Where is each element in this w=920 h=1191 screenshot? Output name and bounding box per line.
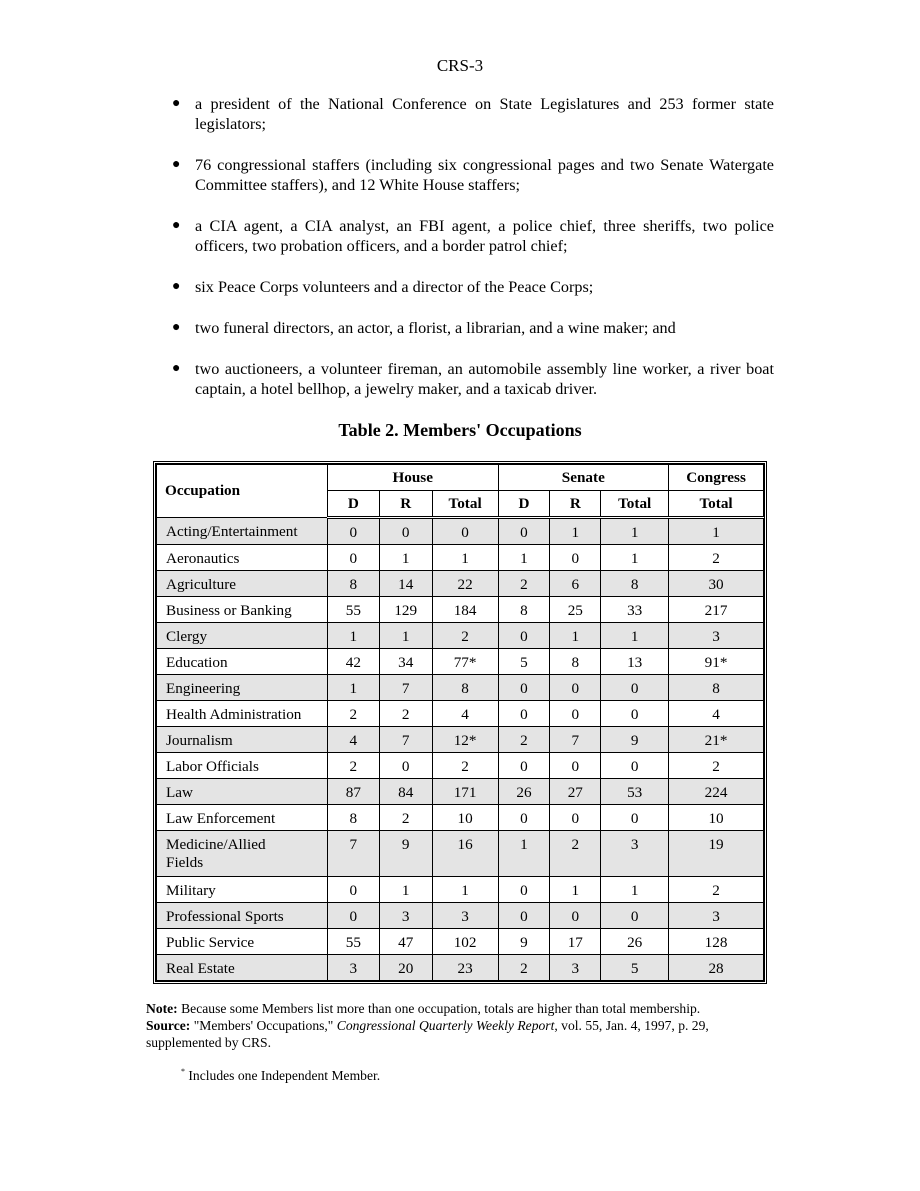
occupation-cell: Acting/Entertainment bbox=[157, 518, 328, 545]
source-text: "Members' Occupations," bbox=[193, 1018, 334, 1033]
value-cell: 2 bbox=[498, 955, 550, 981]
sub-header-house-d: D bbox=[327, 491, 379, 518]
value-cell: 1 bbox=[550, 518, 601, 545]
occupation-cell: Professional Sports bbox=[157, 903, 328, 929]
table-row bbox=[157, 831, 764, 877]
value-cell: 0 bbox=[498, 877, 550, 903]
table-row bbox=[157, 623, 764, 649]
occupation-cell: Engineering bbox=[157, 675, 328, 701]
bullet-icon: ● bbox=[172, 157, 181, 172]
value-cell: 0 bbox=[327, 518, 379, 545]
value-cell: 0 bbox=[498, 753, 550, 779]
value-cell: 1 bbox=[432, 545, 498, 571]
value-cell: 30 bbox=[669, 571, 764, 597]
table-body bbox=[157, 518, 764, 981]
value-cell: 1 bbox=[669, 518, 764, 545]
value-cell: 0 bbox=[550, 903, 601, 929]
group-header-senate: Senate bbox=[498, 465, 669, 491]
value-cell: 171 bbox=[432, 779, 498, 805]
occupation-cell: Aeronautics bbox=[157, 545, 328, 571]
value-cell: 0 bbox=[327, 877, 379, 903]
value-cell: 128 bbox=[669, 929, 764, 955]
value-cell: 1 bbox=[601, 877, 669, 903]
bullet-text: 76 congressional staffers (including six congressional pages and two Senate Watergate Committee staffers), and 12 White House staffers; bbox=[195, 156, 774, 194]
table-row bbox=[157, 779, 764, 805]
value-cell: 129 bbox=[379, 597, 432, 623]
bullet-text: six Peace Corps volunteers and a director of the Peace Corps; bbox=[195, 278, 594, 296]
value-cell: 2 bbox=[327, 701, 379, 727]
value-cell: 23 bbox=[432, 955, 498, 981]
value-cell: 26 bbox=[498, 779, 550, 805]
value-cell: 224 bbox=[669, 779, 764, 805]
occupation-cell: Real Estate bbox=[157, 955, 328, 981]
value-cell: 9 bbox=[379, 831, 432, 877]
value-cell: 55 bbox=[327, 929, 379, 955]
value-cell: 2 bbox=[669, 877, 764, 903]
value-cell: 0 bbox=[601, 805, 669, 831]
table-row bbox=[157, 753, 764, 779]
value-cell: 1 bbox=[379, 623, 432, 649]
note-line bbox=[146, 1000, 786, 1017]
value-cell: 2 bbox=[379, 805, 432, 831]
value-cell: 12* bbox=[432, 727, 498, 753]
value-cell: 2 bbox=[669, 753, 764, 779]
value-cell: 8 bbox=[327, 571, 379, 597]
value-cell: 19 bbox=[669, 831, 764, 877]
bullet-icon: ● bbox=[172, 218, 181, 233]
value-cell: 47 bbox=[379, 929, 432, 955]
value-cell: 0 bbox=[550, 753, 601, 779]
value-cell: 1 bbox=[550, 877, 601, 903]
value-cell: 55 bbox=[327, 597, 379, 623]
value-cell: 1 bbox=[601, 623, 669, 649]
value-cell: 0 bbox=[550, 545, 601, 571]
occupation-cell: Labor Officials bbox=[157, 753, 328, 779]
value-cell: 184 bbox=[432, 597, 498, 623]
bullet-item bbox=[168, 359, 774, 399]
table-row bbox=[157, 545, 764, 571]
value-cell: 7 bbox=[379, 727, 432, 753]
table-row bbox=[157, 649, 764, 675]
value-cell: 0 bbox=[498, 623, 550, 649]
value-cell: 1 bbox=[379, 877, 432, 903]
bullet-text: two auctioneers, a volunteer fireman, an automobile assembly line worker, a river boat captain, a hotel bellhop, a jewelry maker, and a taxicab driver. bbox=[195, 360, 774, 398]
occupation-cell: Public Service bbox=[157, 929, 328, 955]
value-cell: 0 bbox=[601, 675, 669, 701]
occupation-cell: Law bbox=[157, 779, 328, 805]
table-row bbox=[157, 727, 764, 753]
value-cell: 20 bbox=[379, 955, 432, 981]
source-text-end: , vol. 55, Jan. 4, 1997, p. 29, supplemented by CRS. bbox=[146, 1018, 709, 1050]
table-row bbox=[157, 701, 764, 727]
bullet-icon: ● bbox=[172, 279, 181, 294]
footnote bbox=[181, 1067, 380, 1084]
value-cell: 0 bbox=[550, 675, 601, 701]
value-cell: 0 bbox=[498, 805, 550, 831]
value-cell: 2 bbox=[327, 753, 379, 779]
value-cell: 14 bbox=[379, 571, 432, 597]
value-cell: 22 bbox=[432, 571, 498, 597]
value-cell: 0 bbox=[601, 903, 669, 929]
bullet-item bbox=[168, 155, 774, 195]
value-cell: 84 bbox=[379, 779, 432, 805]
footnote-marker: * bbox=[181, 1067, 185, 1076]
value-cell: 77* bbox=[432, 649, 498, 675]
value-cell: 0 bbox=[327, 903, 379, 929]
value-cell: 25 bbox=[550, 597, 601, 623]
value-cell: 1 bbox=[327, 675, 379, 701]
value-cell: 33 bbox=[601, 597, 669, 623]
occupation-cell: Education bbox=[157, 649, 328, 675]
value-cell: 3 bbox=[550, 955, 601, 981]
page-header: CRS-3 bbox=[436, 56, 484, 75]
value-cell: 8 bbox=[432, 675, 498, 701]
table-row bbox=[157, 929, 764, 955]
note-label: Note: bbox=[146, 1001, 178, 1016]
bullet-item bbox=[168, 318, 774, 338]
table-row bbox=[157, 518, 764, 545]
value-cell: 34 bbox=[379, 649, 432, 675]
value-cell: 1 bbox=[601, 545, 669, 571]
value-cell: 53 bbox=[601, 779, 669, 805]
occupation-cell: Agriculture bbox=[157, 571, 328, 597]
value-cell: 0 bbox=[498, 701, 550, 727]
value-cell: 0 bbox=[379, 753, 432, 779]
occupation-cell: Military bbox=[157, 877, 328, 903]
value-cell: 2 bbox=[432, 753, 498, 779]
value-cell: 2 bbox=[498, 571, 550, 597]
bullet-item bbox=[168, 94, 774, 134]
value-cell: 17 bbox=[550, 929, 601, 955]
table-notes bbox=[146, 1000, 786, 1051]
value-cell: 3 bbox=[669, 623, 764, 649]
value-cell: 5 bbox=[498, 649, 550, 675]
value-cell: 0 bbox=[498, 518, 550, 545]
bullet-icon: ● bbox=[172, 320, 181, 335]
bullet-text: two funeral directors, an actor, a florist, a librarian, and a wine maker; and bbox=[195, 319, 676, 337]
value-cell: 4 bbox=[327, 727, 379, 753]
bullet-item bbox=[168, 216, 774, 256]
value-cell: 0 bbox=[327, 545, 379, 571]
value-cell: 3 bbox=[432, 903, 498, 929]
sub-header-house-total: Total bbox=[432, 491, 498, 518]
value-cell: 21* bbox=[669, 727, 764, 753]
value-cell: 0 bbox=[601, 701, 669, 727]
value-cell: 102 bbox=[432, 929, 498, 955]
value-cell: 0 bbox=[601, 753, 669, 779]
value-cell: 28 bbox=[669, 955, 764, 981]
value-cell: 16 bbox=[432, 831, 498, 877]
value-cell: 1 bbox=[432, 877, 498, 903]
occupations-table-frame bbox=[153, 461, 767, 984]
source-label: Source: bbox=[146, 1018, 191, 1033]
table-row bbox=[157, 571, 764, 597]
source-publication: Congressional Quarterly Weekly Report bbox=[336, 1018, 555, 1033]
value-cell: 8 bbox=[669, 675, 764, 701]
sub-header-house-r: R bbox=[379, 491, 432, 518]
occupation-cell: Business or Banking bbox=[157, 597, 328, 623]
sub-header-senate-r: R bbox=[550, 491, 601, 518]
value-cell: 2 bbox=[669, 545, 764, 571]
bullet-icon: ● bbox=[172, 361, 181, 376]
value-cell: 1 bbox=[550, 623, 601, 649]
value-cell: 42 bbox=[327, 649, 379, 675]
value-cell: 7 bbox=[327, 831, 379, 877]
group-header-congress: Congress bbox=[669, 465, 764, 491]
value-cell: 8 bbox=[498, 597, 550, 623]
value-cell: 0 bbox=[498, 675, 550, 701]
occupation-cell: Clergy bbox=[157, 623, 328, 649]
value-cell: 91* bbox=[669, 649, 764, 675]
occupation-cell: Health Administration bbox=[157, 701, 328, 727]
table-row bbox=[157, 675, 764, 701]
occupation-cell: Law Enforcement bbox=[157, 805, 328, 831]
value-cell: 1 bbox=[327, 623, 379, 649]
value-cell: 217 bbox=[669, 597, 764, 623]
bullet-list bbox=[168, 94, 774, 420]
value-cell: 4 bbox=[669, 701, 764, 727]
value-cell: 0 bbox=[498, 903, 550, 929]
value-cell: 2 bbox=[550, 831, 601, 877]
value-cell: 10 bbox=[669, 805, 764, 831]
value-cell: 7 bbox=[550, 727, 601, 753]
value-cell: 2 bbox=[432, 623, 498, 649]
bullet-text: a CIA agent, a CIA analyst, an FBI agent, a police chief, three sheriffs, two police officers, two probation officers, and a border patrol chief; bbox=[195, 217, 774, 255]
value-cell: 10 bbox=[432, 805, 498, 831]
value-cell: 8 bbox=[550, 649, 601, 675]
occupations-table bbox=[156, 464, 764, 981]
note-text: Because some Members list more than one occupation, totals are higher than total membership. bbox=[181, 1001, 701, 1016]
value-cell: 3 bbox=[601, 831, 669, 877]
table-row bbox=[157, 955, 764, 981]
sub-header-senate-d: D bbox=[498, 491, 550, 518]
value-cell: 0 bbox=[432, 518, 498, 545]
value-cell: 13 bbox=[601, 649, 669, 675]
value-cell: 1 bbox=[379, 545, 432, 571]
value-cell: 0 bbox=[550, 805, 601, 831]
table-row bbox=[157, 877, 764, 903]
value-cell: 4 bbox=[432, 701, 498, 727]
bullet-icon: ● bbox=[172, 96, 181, 111]
value-cell: 3 bbox=[669, 903, 764, 929]
value-cell: 3 bbox=[379, 903, 432, 929]
footnote-text: Includes one Independent Member. bbox=[188, 1068, 381, 1083]
value-cell: 1 bbox=[498, 545, 550, 571]
value-cell: 0 bbox=[379, 518, 432, 545]
value-cell: 26 bbox=[601, 929, 669, 955]
source-line bbox=[146, 1017, 786, 1051]
value-cell: 3 bbox=[327, 955, 379, 981]
table-row bbox=[157, 805, 764, 831]
value-cell: 2 bbox=[498, 727, 550, 753]
value-cell: 9 bbox=[601, 727, 669, 753]
value-cell: 0 bbox=[550, 701, 601, 727]
value-cell: 9 bbox=[498, 929, 550, 955]
value-cell: 27 bbox=[550, 779, 601, 805]
value-cell: 7 bbox=[379, 675, 432, 701]
table-row bbox=[157, 903, 764, 929]
value-cell: 87 bbox=[327, 779, 379, 805]
bullet-text: a president of the National Conference on State Legislatures and 253 former state legislators; bbox=[195, 95, 774, 133]
occupation-header: Occupation bbox=[157, 465, 328, 518]
table-row bbox=[157, 597, 764, 623]
table-title: Table 2. Members' Occupations bbox=[338, 420, 582, 440]
value-cell: 6 bbox=[550, 571, 601, 597]
occupation-cell: Journalism bbox=[157, 727, 328, 753]
value-cell: 1 bbox=[498, 831, 550, 877]
value-cell: 8 bbox=[327, 805, 379, 831]
value-cell: 1 bbox=[601, 518, 669, 545]
value-cell: 5 bbox=[601, 955, 669, 981]
sub-header-congress-total: Total bbox=[669, 491, 764, 518]
group-header-house: House bbox=[327, 465, 498, 491]
sub-header-senate-total: Total bbox=[601, 491, 669, 518]
value-cell: 8 bbox=[601, 571, 669, 597]
bullet-item bbox=[168, 277, 774, 297]
value-cell: 2 bbox=[379, 701, 432, 727]
occupation-cell: Medicine/Allied Fields bbox=[157, 831, 328, 877]
